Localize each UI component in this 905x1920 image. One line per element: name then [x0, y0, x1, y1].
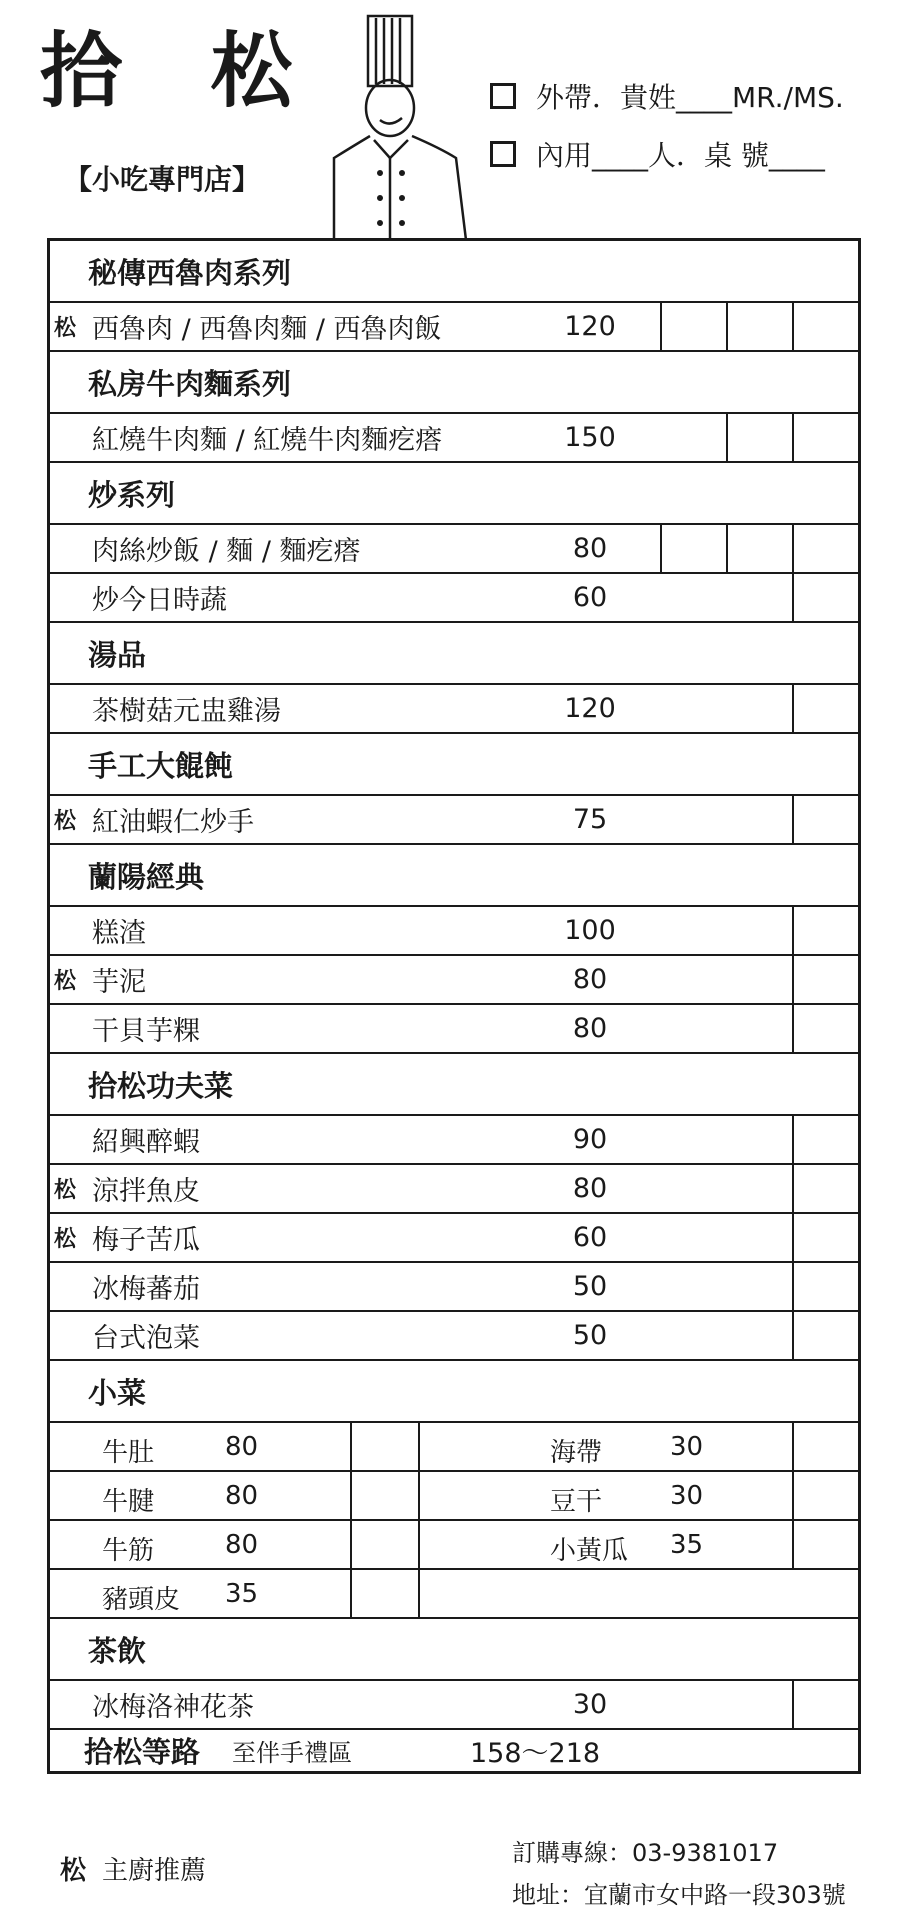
item-price: 50: [572, 1320, 608, 1351]
grid-divider: [350, 1570, 352, 1617]
quantity-box[interactable]: [726, 525, 794, 572]
side-dish-price: 35: [225, 1579, 259, 1609]
side-dish-price: 30: [670, 1432, 704, 1462]
chef-recommend-label: 主廚推薦: [102, 1856, 207, 1886]
section-title: 炒系列: [50, 463, 858, 525]
quantity-box[interactable]: [792, 1521, 860, 1568]
item-price: 80: [572, 1173, 608, 1204]
address-line: 地址：宜蘭市女中路一段303號: [512, 1881, 846, 1909]
quantity-box[interactable]: [792, 1312, 860, 1359]
grid-divider: [418, 1570, 420, 1617]
item-name: 台式泡菜: [92, 1323, 200, 1354]
item-price: 100: [564, 915, 616, 946]
side-dish-name: 豆干: [550, 1487, 603, 1517]
side-dish-row: [50, 1472, 858, 1521]
item-name: 茶樹菇元盅雞湯: [92, 696, 281, 727]
souvenir-price: 158～218: [470, 1738, 601, 1769]
item-name: 糕渣: [92, 918, 146, 949]
chef-recommend-mark: 松: [60, 1856, 87, 1886]
chef-recommend-mark: 松: [54, 1177, 77, 1203]
dinein-option[interactable]: [490, 134, 844, 174]
menu-table: [47, 238, 861, 1774]
menu-item-row: [50, 525, 858, 574]
section-title: 湯品: [50, 623, 858, 685]
quantity-box[interactable]: [792, 1165, 860, 1212]
section-title: 私房牛肉麵系列: [50, 352, 858, 414]
quantity-box[interactable]: [792, 525, 860, 572]
grid-divider: [418, 1521, 420, 1568]
quantity-box[interactable]: [792, 956, 860, 1003]
chef-illustration: [330, 8, 470, 240]
item-name: 冰梅洛神花茶: [92, 1692, 254, 1723]
souvenir-title: 拾松等路: [84, 1735, 201, 1769]
quantity-box[interactable]: [792, 685, 860, 732]
order-options: [490, 76, 844, 192]
souvenir-row: [50, 1730, 858, 1771]
menu-item-row: [50, 685, 858, 734]
item-name: 干貝芋粿: [92, 1016, 200, 1047]
menu-item-row: [50, 1116, 858, 1165]
quantity-box[interactable]: [350, 1472, 420, 1519]
quantity-box[interactable]: [792, 907, 860, 954]
section-title: 蘭陽經典: [50, 845, 858, 907]
menu-item-row: [50, 956, 858, 1005]
quantity-box[interactable]: [792, 1681, 860, 1728]
quantity-box[interactable]: [660, 525, 728, 572]
grid-divider: [418, 1472, 420, 1519]
side-dish-price: 35: [670, 1530, 704, 1560]
item-price: 150: [564, 422, 616, 453]
menu-item-row: [50, 1681, 858, 1730]
chef-recommend-mark: 松: [54, 808, 77, 834]
grid-divider: [350, 1521, 352, 1568]
menu-item-row: [50, 574, 858, 623]
quantity-box[interactable]: [350, 1570, 420, 1617]
section-title: 茶飲: [50, 1619, 858, 1681]
brand-title: 拾 松: [40, 23, 323, 119]
item-price: 60: [572, 1222, 608, 1253]
quantity-box[interactable]: [350, 1521, 420, 1568]
quantity-box[interactable]: [726, 303, 794, 350]
side-dish-price: 80: [225, 1481, 259, 1511]
side-dish-name: 豬頭皮: [102, 1585, 181, 1615]
section-title: 秘傳西魯肉系列: [50, 241, 858, 303]
quantity-box[interactable]: [792, 1116, 860, 1163]
item-name: 紅燒牛肉麵 / 紅燒牛肉麵疙瘩: [92, 425, 443, 456]
item-price: 120: [564, 311, 616, 342]
quantity-box[interactable]: [350, 1423, 420, 1470]
menu-item-row: [50, 1165, 858, 1214]
phone-line: 訂購專線：03-9381017: [512, 1839, 779, 1867]
side-dish-price: 80: [225, 1432, 259, 1462]
quantity-box[interactable]: [792, 1214, 860, 1261]
grid-divider: [350, 1472, 352, 1519]
dinein-checkbox[interactable]: [490, 141, 516, 167]
quantity-box[interactable]: [792, 796, 860, 843]
item-price: 80: [572, 533, 608, 564]
item-name: 紅油蝦仁炒手: [92, 807, 254, 838]
section-title: 小菜: [50, 1361, 858, 1423]
item-name: 西魯肉 / 西魯肉麵 / 西魯肉飯: [92, 314, 442, 345]
takeout-option[interactable]: [490, 76, 844, 116]
section-title: 拾松功夫菜: [50, 1054, 858, 1116]
contact-info: [512, 1832, 846, 1916]
side-dish-price: 80: [225, 1530, 259, 1560]
chef-recommend-mark: 松: [54, 968, 77, 994]
item-name: 冰梅蕃茄: [92, 1274, 200, 1305]
quantity-box[interactable]: [792, 414, 860, 461]
item-name: 涼拌魚皮: [92, 1176, 200, 1207]
grid-divider: [350, 1423, 352, 1470]
footer-legend: [60, 1850, 206, 1887]
menu-item-row: [50, 1214, 858, 1263]
shop-subtitle: 【小吃專門店】: [64, 163, 261, 196]
item-price: 120: [564, 693, 616, 724]
item-price: 60: [572, 582, 608, 613]
item-name: 紹興醉蝦: [92, 1127, 200, 1158]
menu-item-row: [50, 796, 858, 845]
item-name: 梅子苦瓜: [92, 1225, 200, 1256]
menu-item-row: [50, 907, 858, 956]
item-name: 肉絲炒飯 / 麵 / 麵疙瘩: [92, 536, 361, 567]
section-title: 手工大餛飩: [50, 734, 858, 796]
quantity-box[interactable]: [660, 303, 728, 350]
item-price: 30: [572, 1689, 608, 1720]
item-price: 80: [572, 1013, 608, 1044]
side-dish-row: [50, 1423, 858, 1472]
side-dish-row: [50, 1521, 858, 1570]
side-dish-name: 海帶: [550, 1438, 603, 1468]
side-dish-name: 牛腱: [102, 1487, 155, 1517]
item-price: 50: [572, 1271, 608, 1302]
item-name: 芋泥: [92, 967, 146, 998]
menu-item-row: [50, 1312, 858, 1361]
grid-divider: [418, 1423, 420, 1470]
item-price: 75: [572, 804, 608, 835]
takeout-checkbox[interactable]: [490, 83, 516, 109]
menu-item-row: [50, 303, 858, 352]
side-dish-name: 牛肚: [102, 1438, 155, 1468]
item-price: 80: [572, 964, 608, 995]
menu-item-row: [50, 414, 858, 463]
quantity-box[interactable]: [792, 1263, 860, 1310]
quantity-box[interactable]: [792, 1005, 860, 1052]
side-dish-price: 30: [670, 1481, 704, 1511]
menu-item-row: [50, 1263, 858, 1312]
dinein-label: 內用____人．桌 號____: [536, 139, 825, 172]
quantity-box[interactable]: [792, 1472, 860, 1519]
souvenir-note: 至伴手禮區: [232, 1739, 352, 1767]
menu-item-row: [50, 1005, 858, 1054]
item-name: 炒今日時蔬: [92, 585, 227, 616]
takeout-label: 外帶．貴姓____MR./MS.: [536, 81, 844, 114]
quantity-box[interactable]: [792, 1423, 860, 1470]
side-dish-row: [50, 1570, 858, 1619]
side-dish-name: 小黃瓜: [550, 1536, 629, 1566]
chef-recommend-mark: 松: [54, 315, 77, 341]
chef-recommend-mark: 松: [54, 1226, 77, 1252]
quantity-box[interactable]: [792, 574, 860, 621]
quantity-box[interactable]: [726, 414, 794, 461]
item-price: 90: [572, 1124, 608, 1155]
quantity-box[interactable]: [792, 303, 860, 350]
side-dish-name: 牛筋: [102, 1536, 155, 1566]
